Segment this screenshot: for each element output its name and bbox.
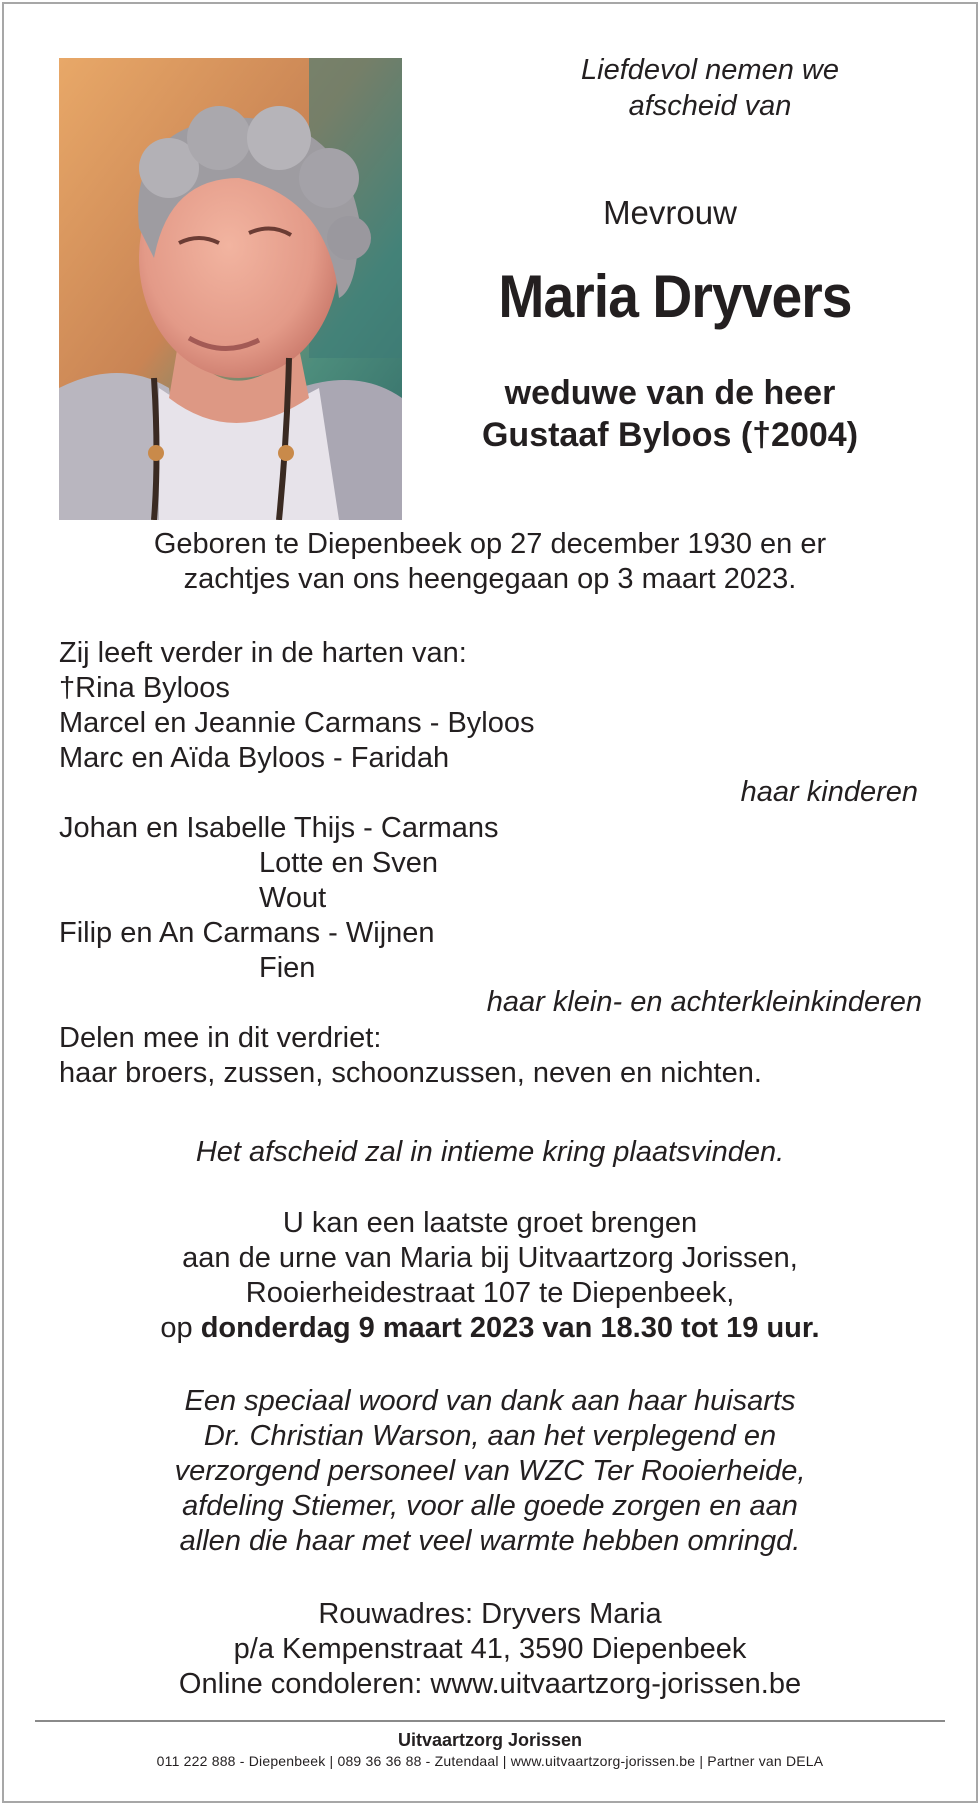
intro-line-2: afscheid van [628,90,792,122]
visit-line-2: aan de urne van Maria bij Uitvaartzorg Jorissen, [182,1242,798,1274]
visit-line-3: Rooierheidestraat 107 te Diepenbeek, [245,1277,735,1309]
widow-of [460,372,880,456]
portrait-illustration [59,58,402,520]
children-label: haar kinderen [740,776,918,808]
address-line-3: Online condoleren: www.uitvaartzorg-jorissen.be [178,1668,802,1700]
born-line-1: Geboren te Diepenbeek op 27 december 1930 en er [153,528,827,560]
visit-prefix: op [160,1312,193,1344]
intro-line-1: Liefdevol nemen we [581,54,839,86]
visit-datetime: donderdag 9 maart 2023 van 18.30 tot 19 uur. [200,1312,820,1344]
child-1: †Rina Byloos [59,672,230,704]
address-block [60,1597,920,1702]
share-intro: Delen mee in dit verdriet: [59,1022,382,1054]
intro-text [500,52,920,124]
grandchild-2a: Fien [259,952,316,984]
birth-death-text [60,527,920,597]
grandchild-1b: Wout [259,882,327,914]
thanks-line-2: Dr. Christian Warson, aan het verplegend en [203,1420,777,1452]
thanks-text [60,1384,920,1559]
funeral-home-contact: 011 222 888 - Diepenbeek | 089 36 36 88 - Zutendaal | www.uitvaartzorg-jorissen.be | Partner van DELA [156,1753,824,1769]
grandchildren-label: haar klein- en achterkleinkinderen [486,986,922,1018]
visit-line-1: U kan een laatste groet brengen [282,1207,698,1239]
family-intro: Zij leeft verder in de harten van: [59,637,467,669]
grandchild-family-2: Filip en An Carmans - Wijnen [59,917,435,949]
widow-line-1: weduwe van de heer [504,374,836,412]
footer-divider [35,1720,945,1722]
widow-line-2: Gustaaf Byloos (†2004) [481,416,859,454]
address-line-2: p/a Kempenstraat 41, 3590 Diepenbeek [233,1633,747,1665]
deceased-name: Maria Dryvers [498,263,852,330]
thanks-line-5: allen die haar met veel warmte hebben omringd. [179,1525,801,1557]
thanks-line-4: afdeling Stiemer, voor alle goede zorgen en aan [182,1490,798,1522]
child-3: Marc en Aïda Byloos - Faridah [59,742,450,774]
thanks-line-3: verzorgend personeel van WZC Ter Rooierheide, [174,1455,806,1487]
farewell-text: Het afscheid zal in intieme kring plaatsvinden. [195,1136,785,1168]
child-2: Marcel en Jeannie Carmans - Byloos [59,707,535,739]
grandchild-family-1: Johan en Isabelle Thijs - Carmans [59,812,499,844]
portrait-photo [59,58,402,520]
visit-line-4 [60,1311,920,1346]
share-relatives: haar broers, zussen, schoonzussen, neven en nichten. [59,1057,762,1089]
grandchild-1a: Lotte en Sven [259,847,438,879]
title-prefix: Mevrouw [603,194,737,231]
thanks-line-1: Een speciaal woord van dank aan haar huisarts [184,1385,796,1417]
born-line-2: zachtjes van ons heengegaan op 3 maart 2023. [183,563,797,595]
funeral-home-name: Uitvaartzorg Jorissen [397,1730,583,1750]
address-line-1: Rouwadres: Dryvers Maria [318,1598,662,1630]
visit-info [60,1206,920,1346]
